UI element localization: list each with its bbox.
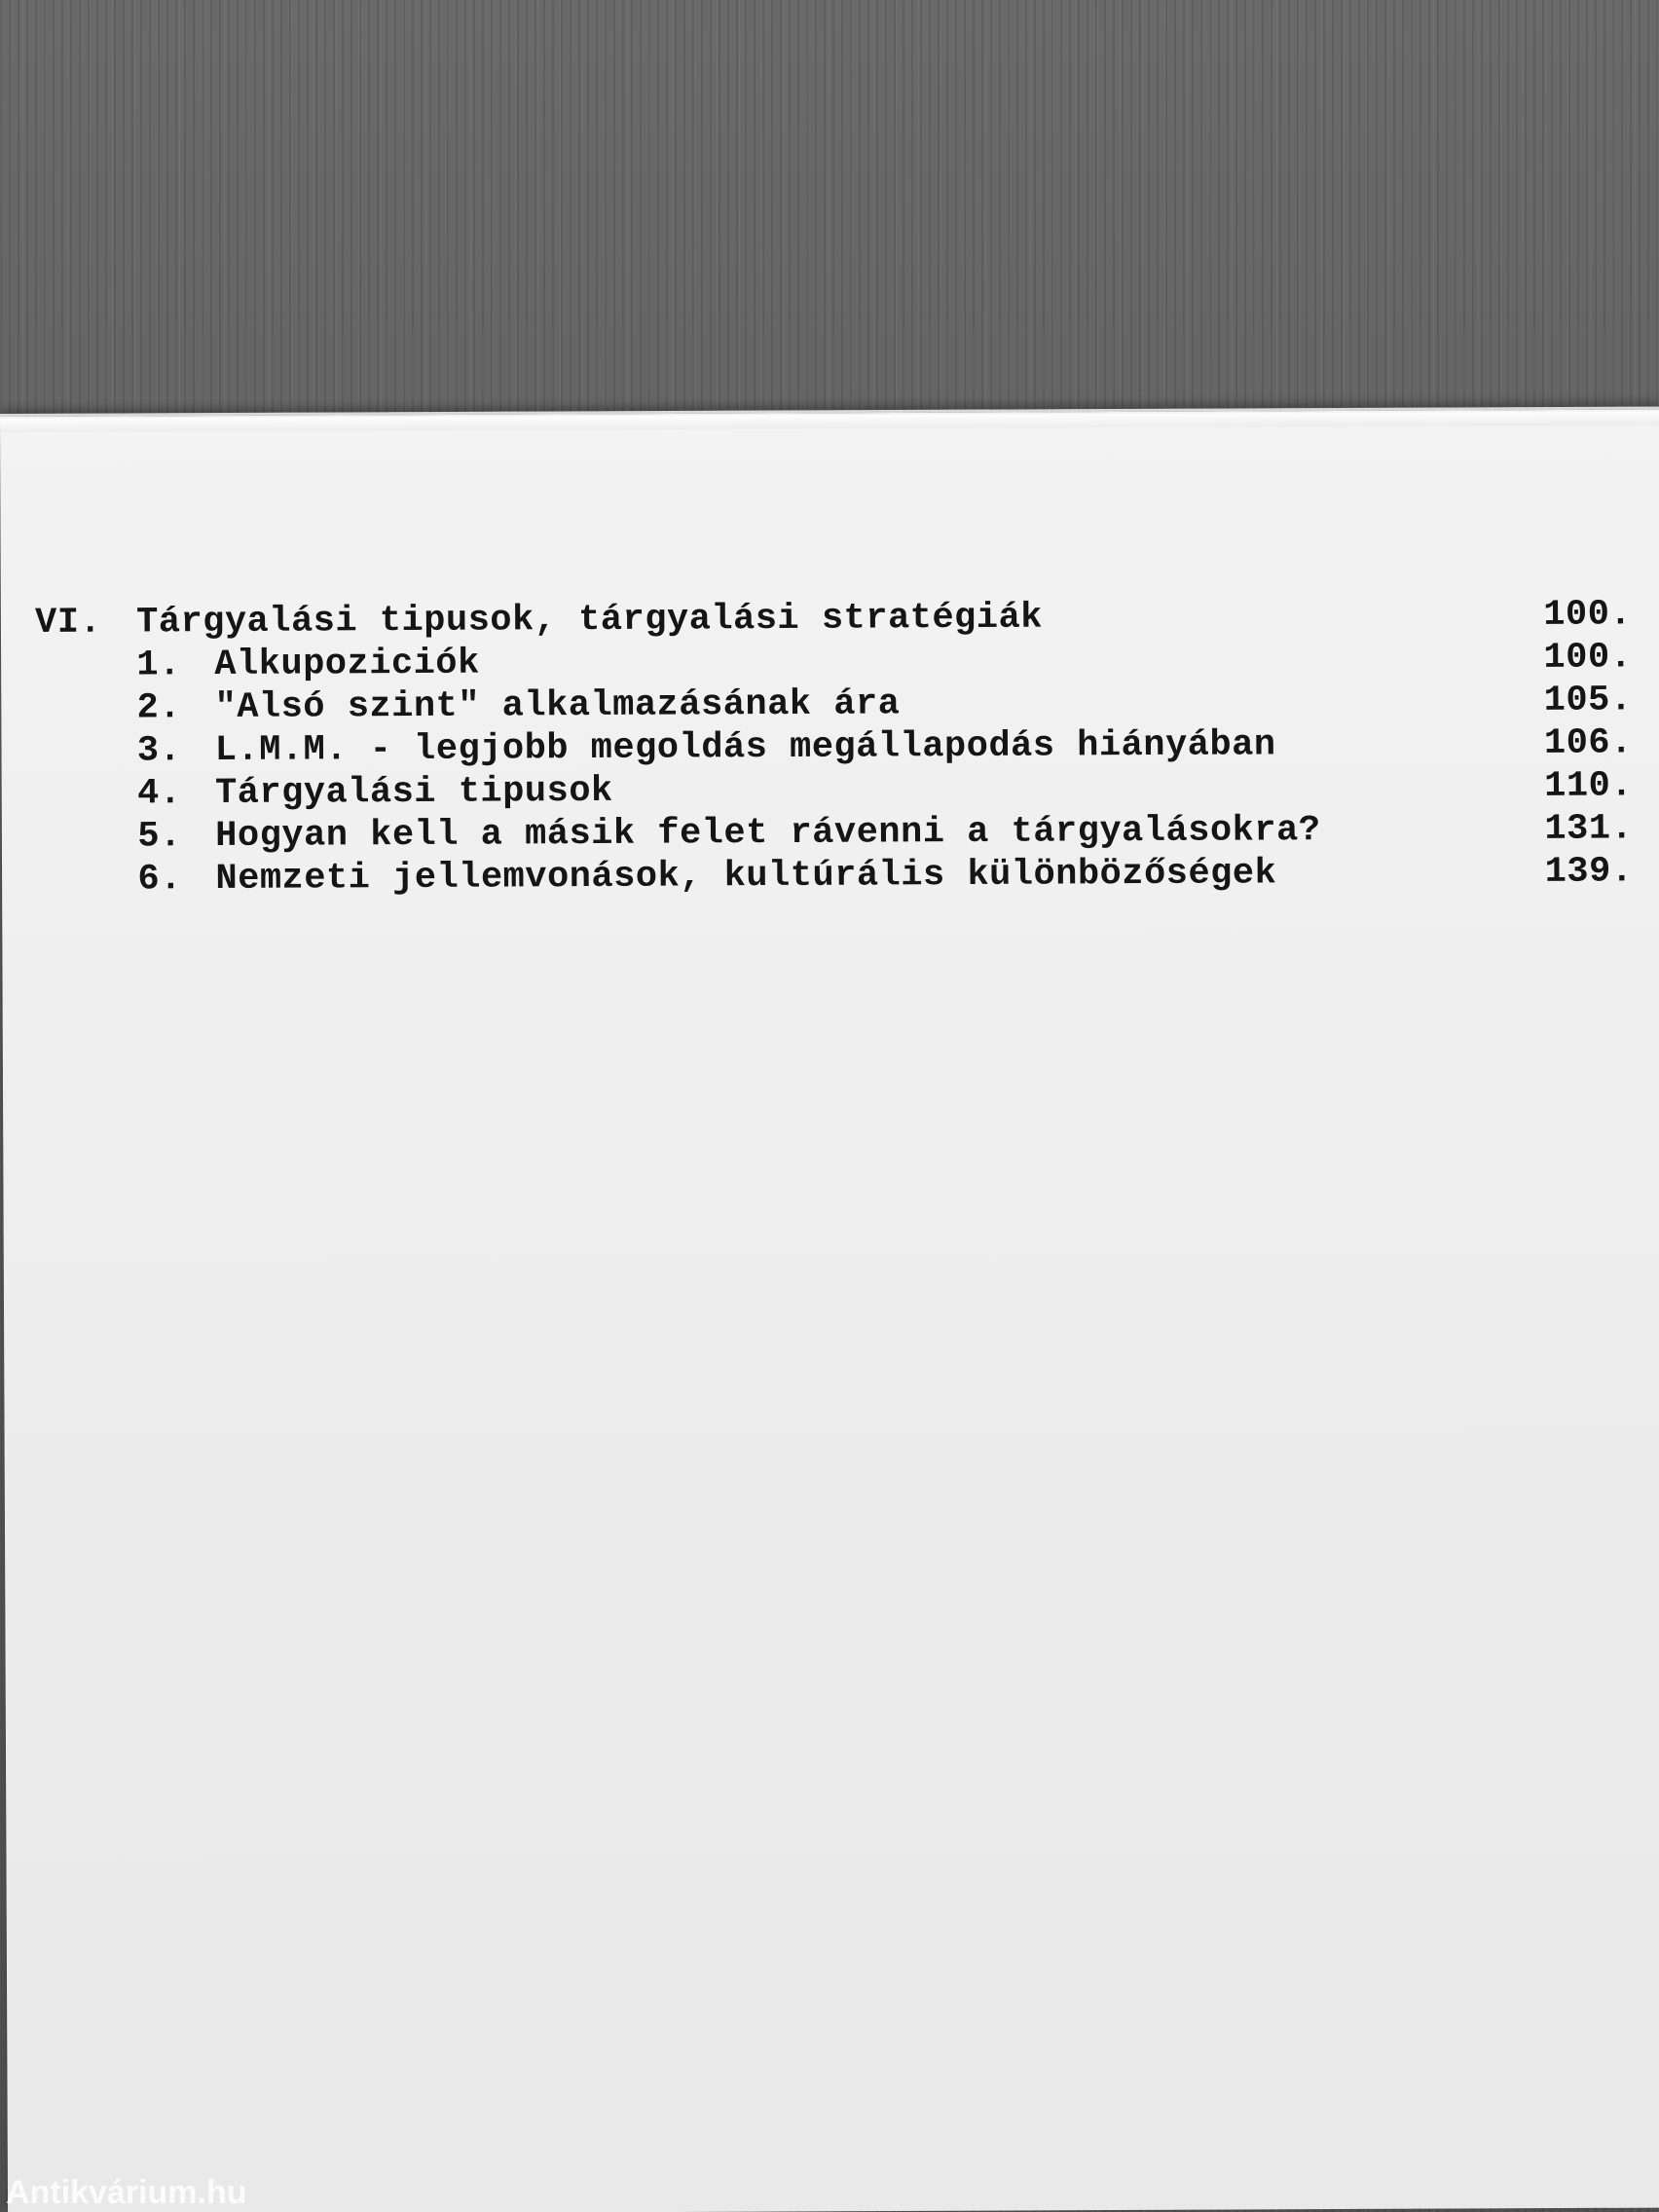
item-title: Tárgyalási tipusok (214, 770, 613, 815)
item-title: L.M.M. - legjobb megoldás megállapodás hiányában (214, 724, 1276, 772)
item-number: 4. (136, 773, 182, 815)
item-number: 2. (136, 687, 182, 729)
toc-item-row (36, 850, 1633, 902)
item-page: 105. (1543, 680, 1633, 721)
item-title: "Alsó szint" alkalmazásának ára (214, 683, 901, 729)
item-title: Hogyan kell a másik felet rávenni a tárgyalásokra? (215, 810, 1321, 858)
item-page: 139. (1544, 851, 1634, 893)
section-title: Tárgyalási tipusok, tárgyalási stratégiák (136, 597, 1044, 644)
item-page: 106. (1543, 722, 1633, 764)
table-of-contents (35, 593, 1634, 902)
item-number: 3. (136, 730, 182, 772)
item-page: 100. (1543, 637, 1633, 679)
item-number: 5. (137, 816, 182, 858)
item-title: Alkupoziciók (214, 643, 480, 686)
item-title: Nemzeti jellemvonások, kultúrális különbözőségek (215, 853, 1277, 901)
watermark-text: Antikvárium.hu (6, 2174, 247, 2211)
item-page: 131. (1544, 808, 1634, 850)
item-number: 6. (137, 859, 183, 901)
section-number: VI. (35, 602, 102, 644)
item-page: 110. (1544, 765, 1634, 807)
item-number: 1. (136, 645, 181, 686)
section-page: 100. (1543, 594, 1633, 636)
